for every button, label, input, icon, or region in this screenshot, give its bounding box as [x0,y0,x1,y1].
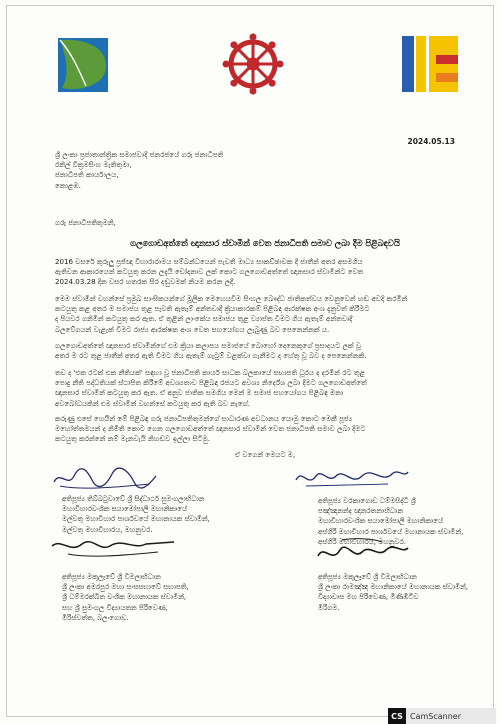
signatory-line: ශ්‍රී ධම්මරක්ඛිත වංශික මහානායක ස්වාමීන්, [62,593,187,602]
signatory-line: අස්ගිරි මහාවිහාරය, මහනුවර. [318,537,406,546]
paragraph-3 [55,341,475,361]
signatory-line: මල්වතු මහාවිහාර පාර්ශවයේ මහානායක ස්වාමීන්, [62,515,210,524]
paragraph-5 [55,414,475,445]
paragraph-line: තව ද 'එක රටක් එක නීතියක්' සඳහා වූ ජනාධිපති කාර්ය සාධක බලකායේ සභාපති ධූරය ද දරමින් රට තුළ [55,368,366,377]
signatory-line: සහ ශ්‍රී සුමංගල විද්‍යායතන පිරිවෙණ, [62,603,168,612]
handwritten-signature-1 [50,462,160,496]
closing-text: ඒ වගෙන් මෙයට ම, [234,450,296,459]
signatory-line: අස්ගිරි මහාවිහාර පාර්ශවයේ මහානායක ස්වාමීන්, [318,527,464,536]
letter-title: ගලගොඩඅත්තේ ඥානසාර ස්වාමීන් වෙත ජනාධිපති සමාව ලබා දීම පිළිබඳවයි [130,238,400,248]
addressee-line: රනිල් වික්‍රමසිංහ මැතිතුමා, [55,160,132,170]
paragraph-line: කටයුතු කරන්නේ නම් මැනවැයි නිහඬව ඉල්ලා සිටිමු. [55,434,211,444]
signatory-line: මහාවිහාරවංශික සයාමෝපාලි මහානිකායේ [62,505,188,514]
paragraph-line: අවබෝධයකින් එම ස්වාමීන් වහන්සේ කටයුතු කර ඇති බව නැගේ. [55,398,251,408]
signatory-line: මීරිගම. [318,603,340,612]
signatory-line: ශ්‍රී ලංකා රාමඤ්ඤ මහානිකායේ මහානායක ස්වාමීන්, [318,583,469,592]
paragraph-line: 2024.03.28 දින වසර හතරක සිර දඬුවමක් නියම කරන ලදී. [55,277,236,287]
paragraph-line: බලවේගයන් වැළැක් වීමට රාජ්‍ය ආරක්ෂක අංශ වෙත සහයෝගය ලැබුණු බව පෙනෙන්නක් ය. [55,324,330,334]
addressee-block [55,150,475,191]
signatory-line: විද්‍යාවාස මහ පිරිවෙණ, මිණිඹිටිව [318,593,419,602]
addressee-line: කොළඹ. [55,180,81,190]
paragraph-line: මෙම ස්වාමීන් වහන්සේ ප්‍රමුඛ සාංඝිකයන්ගේ මූලික මෙහෙයවීම සිංහල බෞද්ධ ජාතිකත්වය වෙනුවෙන් හඬ අවදි කරමින් [55,294,408,303]
addressee-line: ශ්‍රී ලංකා ප්‍රජාතාන්ත්‍රික සමාජවාදී ජනරජයේ ගරු ජනාධිපති [55,150,224,159]
paragraph-line: පොදු නීති පද්ධතියක් ස්ථාපිත කිරීමේ අවශ්‍යතාව පිළිබඳ රජයට අවශ්‍ය නිර්දේශ ලබා දීමට ගලගොඩඅත්තේ [55,378,367,388]
paragraph-line: ගලගොඩඅත්තේ ඥානසාර ස්වාමීන්ගේ එම ක්‍රියා කලාපය සමාජයේ බොහෝ දෙනෙකුගේ ප්‍රසාදයට ලක් වූ [55,341,362,350]
signatory-line: අතිපූජ්‍ය වරකාගොඩ ධම්මසිද්ධි ශ්‍රී [318,497,416,505]
letter-date: 2024.05.13 [407,137,455,146]
paragraph-1 [55,257,475,288]
camscanner-badge: CS [388,708,406,724]
signatory-3 [62,572,189,623]
paragraph-line: ඥානසාර ස්වාමීන් කටයුතු කර ඇත. ඒ අනුව ජාතික සමගිය මෙන් ම සමාජ සහයෝගය පිළිබඳ මනා [55,388,344,398]
signatory-line: ශ්‍රී ලංකා අමරපුර මහා සංඝසභාවේ සභාපති, [62,583,189,592]
signatory-line: මහාවිහාරවංශික සයාමෝපාලි මහානිකායේ [318,517,444,526]
paragraph-line: කටයුතු කළ අතර ම සමාජය තුළ පැවති ඇතැම් අන්තවාදී ක්‍රියාකාරකම් පිළිබඳ ආරක්ෂක අංශ දැනුවත් කිරීමට [55,304,370,314]
signatory-line: අතිපූජ්‍ය මකුලැවේ ශ්‍රී විමලාභිධාන [62,573,161,581]
salutation [55,218,475,228]
handwritten-signature-2 [292,462,412,494]
camscanner-watermark [388,708,496,724]
paragraph-4 [55,368,475,409]
signatory-line: මල්වතු මහාවිහාරය, මහනුවර. [62,525,153,534]
paragraph-line: ද පියවර ගනිමින් කටයුතු කර ඇත. ඒ තුළින් ලාංකේය සමාජය තුළ ව්‍යාප්ත වීමට ගිය ඇතැම් අන්තවාදී [55,314,353,324]
addressee-line: ජනාධිපති කාර්යාලය, [55,170,119,180]
paragraph-line: අතර ම රට තුළ ජාතීන් අතර ඇති වීමට ගිය ඇතැම් ගැටුම් වළක්වා ගැනීමට ද හේතු වූ බව ද පෙනෙන්නකි. [55,351,367,361]
dharma-wheel-icon [222,33,284,95]
handwritten-signature-3 [48,528,178,564]
salutation-text: ගරු ජනාධිපතිතුමනි, [55,218,116,227]
signatory-line: අතිපූජ්‍ය තිබ්බටුවාවේ ශ්‍රී සිද්ධාර්ථ සුමංගලාභිධාන [62,495,205,503]
handwritten-signature-4 [312,536,412,568]
signatory-4 [318,572,468,613]
paragraph-line: කරුණු එසේ හෙයින් මේ පිළිබඳ ගරු ජනාධිපතිතුමන්ගේ සාධාරණ අවධානය යොමු කොට මෙකී පූජ්‍ය [55,414,353,423]
signatory-line: පඤ්ඤානන්ද ඥානරතනාභිධාන [318,507,404,516]
buddhist-flag-icon [402,36,458,92]
paragraph-line: ඇතිවන ආකාරයෙන් කටයුතු කරන ලදැයි චෝදනාව ලක් කොට ගලගොඩඅත්තේ ඥානසාර ස්වාමීන්ට වෙත [55,267,364,277]
camscanner-text: CamScanner [410,711,462,721]
closing [55,450,475,460]
signatory-line: මිරිස්වත්ත, බලංගොඩ. [62,613,129,622]
paragraph-line: මහෝත්තමයන් ද නිමිති කොට ගෙන ගලගොඩඅත්තේ ඥානසාර ස්වාමීන් වෙත ජනාධිපති සමාව ලබා දීමට [55,424,366,434]
paragraph-2 [55,294,475,335]
signatory-line: අතිපූජ්‍ය මකුලෑවේ ශ්‍රී විමලාභිධාන [318,573,417,581]
organization-logo-icon [56,34,110,96]
paragraph-line: 2016 වසරේ කුරුලු ප්‍රජ්ඥා විහාරාරාමය සම්බන්ධයෙන් පැවති මාධ්‍ය සාකච්ඡාවක දී ජාතීන් අතර අසමගිය [55,257,363,266]
